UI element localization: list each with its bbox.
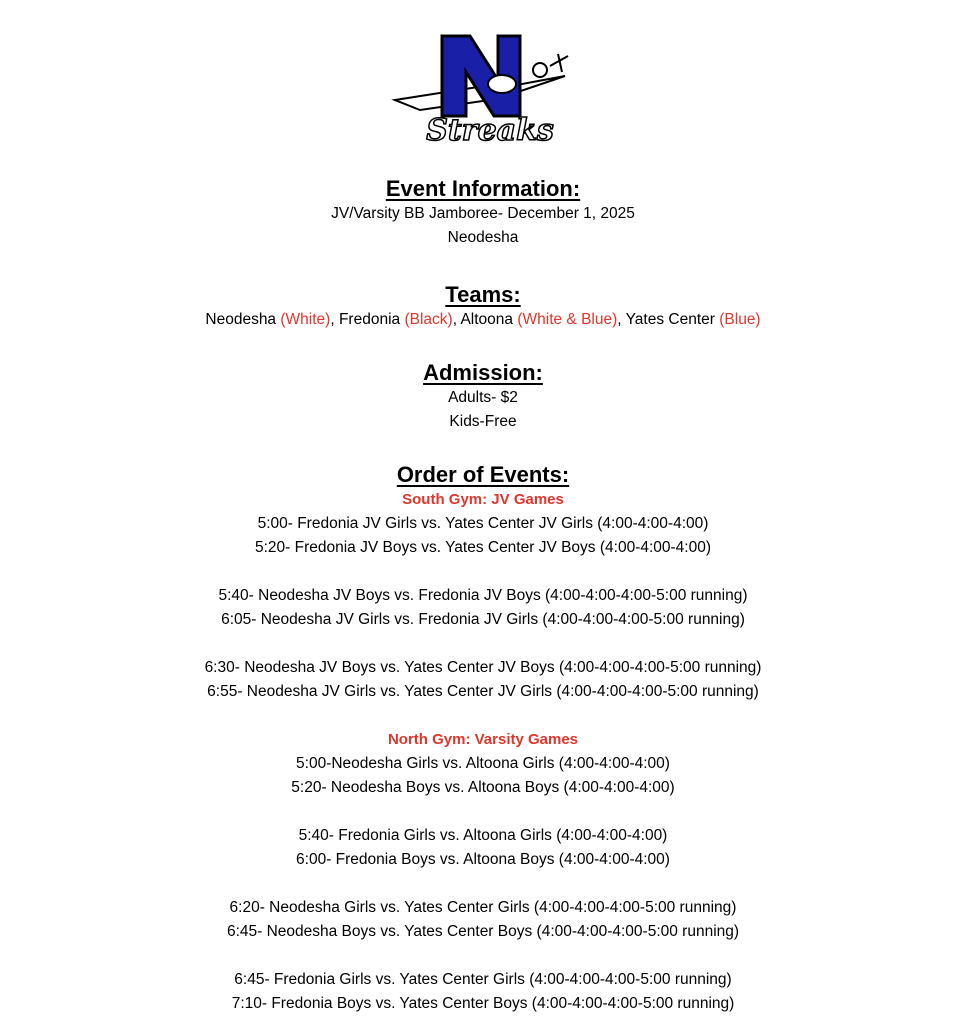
game-line: 6:30- Neodesha JV Boys vs. Yates Center JV Boys (4:00-4:00-4:00-5:00 running) — [204, 659, 762, 676]
order-title: Order of Events: — [396, 462, 570, 487]
team-name: Fredonia — [338, 311, 401, 328]
event-name: JV/Varsity BB Jamboree- December 1, 2025 — [331, 205, 635, 222]
game-line: 6:20- Neodesha Girls vs. Yates Center Girls (4:00-4:00-4:00-5:00 running) — [229, 899, 737, 916]
teams-title: Teams: — [445, 282, 521, 307]
order-section — [0, 462, 966, 1016]
event-info-title: Event Information: — [385, 176, 581, 201]
game-line: 5:40- Neodesha JV Boys vs. Fredonia JV Boys (4:00-4:00-4:00-5:00 running) — [218, 587, 748, 604]
game-line: 5:00- Fredonia JV Girls vs. Yates Center JV Girls (4:00-4:00-4:00) — [257, 515, 709, 532]
admission-title: Admission: — [423, 360, 543, 385]
game-line: 5:00-Neodesha Girls vs. Altoona Girls (4:00-4:00-4:00) — [296, 755, 670, 772]
game-line: 6:00- Fredonia Boys vs. Altoona Boys (4:00-4:00-4:00) — [296, 851, 670, 868]
game-line: 6:45- Fredonia Girls vs. Yates Center Girls (4:00-4:00-4:00-5:00 running) — [234, 971, 732, 988]
team-color: (White) — [280, 311, 331, 328]
teams-section — [0, 282, 966, 332]
team-color: (White & Blue) — [517, 311, 618, 328]
team-color: (Black) — [404, 311, 453, 328]
team-name: Altoona — [460, 311, 514, 328]
team-color: (Blue) — [719, 311, 761, 328]
admission-kids: Kids-Free — [449, 413, 517, 430]
game-line: 7:10- Fredonia Boys vs. Yates Center Boys (4:00-4:00-4:00-5:00 running) — [231, 995, 735, 1012]
game-line: 5:20- Fredonia JV Boys vs. Yates Center JV Boys (4:00-4:00-4:00) — [254, 539, 712, 556]
admission-adults: Adults- $2 — [448, 389, 518, 406]
game-line: 6:55- Neodesha JV Girls vs. Yates Center JV Girls (4:00-4:00-4:00-5:00 running) — [207, 683, 759, 700]
teams-line: Neodesha (White), Fredonia (Black), Altoona (White & Blue), Yates Center (Blue) — [205, 311, 761, 328]
event-info-section — [0, 176, 966, 250]
logo-wordmark: Streaks — [426, 113, 554, 148]
game-line: 6:45- Neodesha Boys vs. Yates Center Boys (4:00-4:00-4:00-5:00 running) — [226, 923, 740, 940]
event-location: Neodesha — [447, 229, 519, 246]
game-line: 5:40- Fredonia Girls vs. Altoona Girls (4:00-4:00-4:00) — [298, 827, 668, 844]
admission-section — [0, 360, 966, 434]
north-gym-heading: North Gym: Varsity Games — [387, 731, 579, 748]
team-name: Neodesha — [205, 311, 277, 328]
south-gym-heading: South Gym: JV Games — [402, 491, 564, 508]
neodesha-streaks-logo — [390, 32, 580, 148]
team-name: Yates Center — [625, 311, 715, 328]
game-line: 6:05- Neodesha JV Girls vs. Fredonia JV Girls (4:00-4:00-4:00-5:00 running) — [221, 611, 745, 628]
game-line: 5:20- Neodesha Boys vs. Altoona Boys (4:00-4:00-4:00) — [291, 779, 675, 796]
